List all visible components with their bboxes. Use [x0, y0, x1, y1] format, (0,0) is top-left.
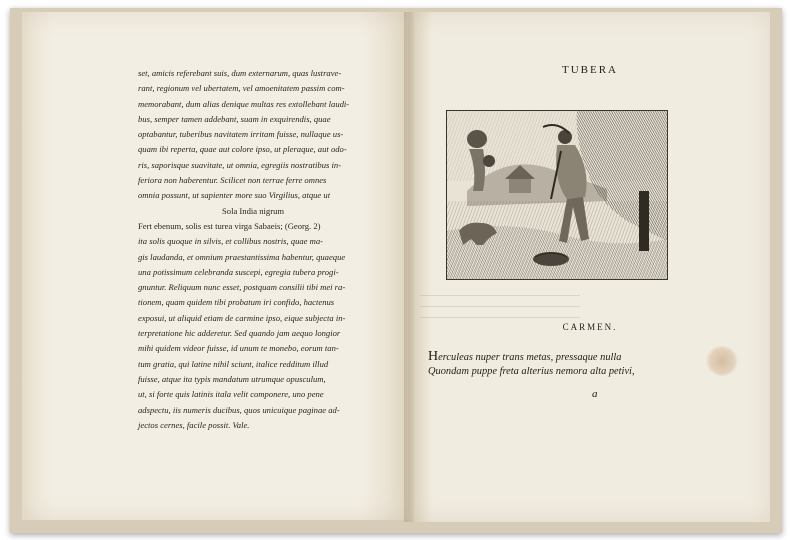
text-line: gnuntur. Reliquum nunc esset, postquam consilii tibi mei ra- [138, 282, 346, 293]
text-line: omnia possunt, ut sapienter more suo Virgilius, atque ut [138, 190, 331, 201]
quote-line: Fert ebenum, solis est turea virga Sabaeis; (Georg. 2) [138, 220, 321, 231]
engraving-image [447, 111, 667, 279]
text-line: exposui, ut aliquid etiam de carmine ipso, eique subjecta in- [138, 312, 346, 323]
text-line: ris, saporisque suavitate, ut omnia, egregiis nostratibus in- [138, 159, 342, 170]
text-line: fuisse, atque ita typis mandatum utrumque opusculum, [138, 373, 326, 384]
foxing-stain [706, 346, 738, 376]
text-line: bus, semper tamen addebant, suam in exquirendis, quae [138, 113, 331, 124]
text-line: ita solis quoque in silvis, et collibus nostris, quae ma- [138, 236, 324, 247]
quote-line: Sola India nigrum [222, 205, 285, 216]
drop-initial: H [428, 349, 439, 364]
verse-line-1 [428, 350, 748, 365]
section-heading: CARMEN. [562, 322, 618, 332]
page-title: TUBERA [562, 64, 618, 76]
text-line: una potissimum celebranda suscepi, egregia tubera progi- [138, 266, 339, 277]
left-page-text [138, 66, 400, 433]
book-gutter [404, 12, 414, 522]
text-line: optabantur, tuberibus navitatem irritam fuisse, nullaque us- [138, 129, 344, 140]
text-line: feriora non haberentur. Scilicet non terrae ferre omnes [138, 175, 327, 186]
verse-line-1-text: erculeas nuper trans metas, pressaque nulla [438, 352, 622, 363]
text-line: jectos cernes, facile possit. Vale. [138, 419, 250, 430]
text-line: adspectu, iis numeris ducibus, quos unicuique paginae ad- [138, 404, 340, 415]
signature-mark: a [592, 388, 598, 400]
text-line: terpretatione hic adderetur. Sed quando jam aequo longior [138, 328, 341, 339]
text-line: tum gratia, qui latine nihil sciunt, italice redditum illud [138, 358, 329, 369]
text-line: set, amicis referebant suis, dum externarum, quas lustrave- [138, 68, 342, 78]
text-line: memorabant, dum alias denique multas res extollebant laudi- [138, 98, 350, 109]
text-line: gis laudanda, et omnium praestantissima habentur, quaeque [138, 251, 346, 262]
text-line: rant, regionum vel ubertatem, vel amoenitatem passim com- [138, 83, 345, 94]
text-line: ut, si forte quis latinis itala velit componere, uno pene [138, 389, 324, 400]
engraving-illustration [446, 110, 668, 280]
text-line: mihi quidem videor fuisse, id unum te monebo, eorum tan- [138, 343, 339, 354]
verse-line-2: Quondam puppe freta alterius nemora alta petivi, [428, 366, 635, 377]
text-line: tionem, quam quidem tibi probatum iri confido, hactenus [138, 297, 335, 308]
text-line: quam ibi reperta, quae aut colore ipso, ut pleraque, aut odo- [138, 144, 347, 155]
verse-block [428, 350, 748, 379]
